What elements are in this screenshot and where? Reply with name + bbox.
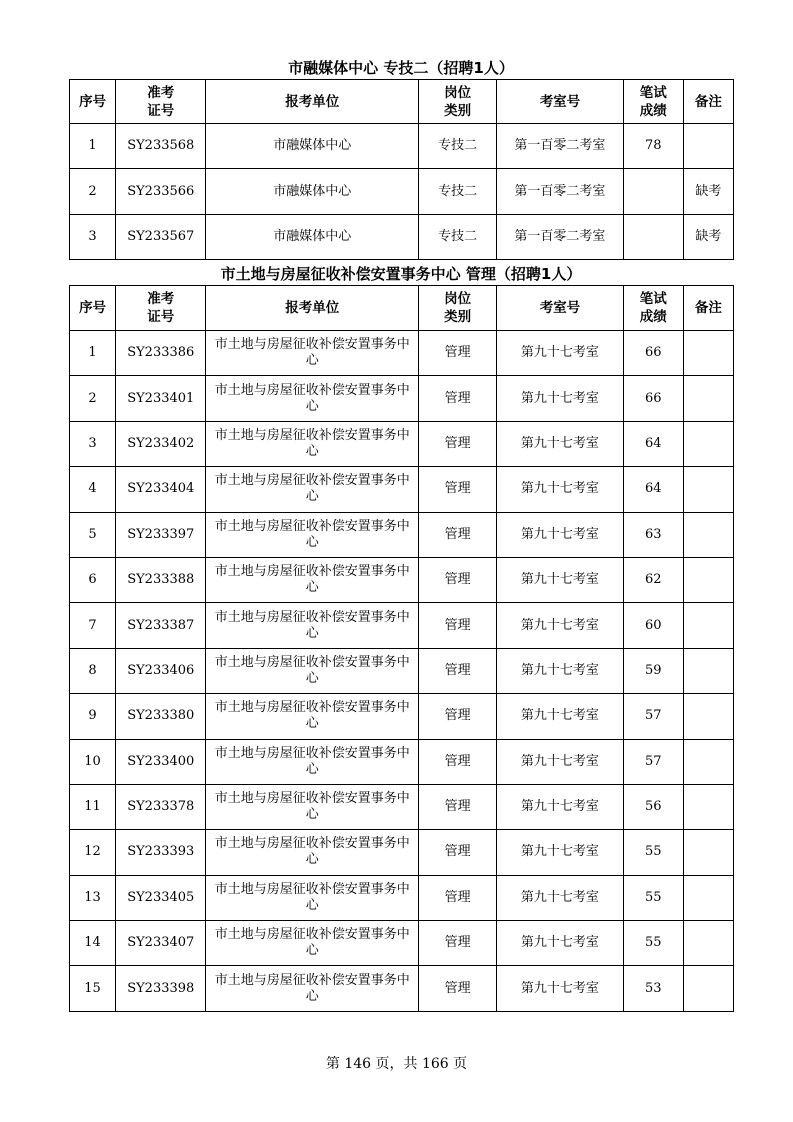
cell-note bbox=[683, 648, 733, 693]
header-note: 备注 bbox=[683, 80, 733, 124]
results-table bbox=[69, 79, 734, 260]
cell-exam-room: 第九十七考室 bbox=[497, 739, 623, 784]
cell-exam-room: 第九十七考室 bbox=[497, 648, 623, 693]
cell-exam-room: 第九十七考室 bbox=[497, 603, 623, 648]
cell-score: 55 bbox=[623, 921, 683, 966]
cell-exam-room: 第九十七考室 bbox=[497, 921, 623, 966]
cell-post-type: 专技二 bbox=[419, 214, 497, 259]
cell-exam-id: SY233388 bbox=[116, 557, 206, 602]
cell-note bbox=[683, 603, 733, 648]
header-room: 考室号 bbox=[497, 286, 623, 331]
header-score-line1: 笔试 bbox=[639, 291, 667, 307]
cell-exam-id: SY233567 bbox=[116, 214, 206, 259]
cell-seq: 2 bbox=[70, 169, 116, 214]
cell-exam-id: SY233568 bbox=[116, 124, 206, 169]
cell-score: 53 bbox=[623, 966, 683, 1011]
cell-score bbox=[623, 169, 683, 214]
cell-exam-room: 第九十七考室 bbox=[497, 784, 623, 829]
cell-score: 66 bbox=[623, 376, 683, 421]
cell-exam-room: 第九十七考室 bbox=[497, 966, 623, 1011]
header-id bbox=[116, 80, 206, 124]
cell-post-type: 管理 bbox=[419, 739, 497, 784]
cell-seq: 2 bbox=[70, 376, 116, 421]
cell-score: 56 bbox=[623, 784, 683, 829]
cell-exam-id: SY233402 bbox=[116, 421, 206, 466]
table-row bbox=[70, 124, 734, 169]
cell-note bbox=[683, 557, 733, 602]
cell-unit: 市土地与房屋征收补偿安置事务中心 bbox=[206, 830, 419, 875]
cell-post-type: 管理 bbox=[419, 784, 497, 829]
cell-post-type: 管理 bbox=[419, 421, 497, 466]
cell-unit: 市土地与房屋征收补偿安置事务中心 bbox=[206, 512, 419, 557]
table-row bbox=[70, 603, 734, 648]
cell-seq: 1 bbox=[70, 124, 116, 169]
cell-note bbox=[683, 784, 733, 829]
header-room: 考室号 bbox=[497, 80, 623, 124]
table-row bbox=[70, 376, 734, 421]
cell-exam-id: SY233393 bbox=[116, 830, 206, 875]
cell-exam-id: SY233398 bbox=[116, 966, 206, 1011]
cell-seq: 7 bbox=[70, 603, 116, 648]
table-row bbox=[70, 512, 734, 557]
header-score bbox=[623, 80, 683, 124]
cell-seq: 5 bbox=[70, 512, 116, 557]
section-title: 市融媒体中心 专技二（招聘1人） bbox=[288, 59, 514, 77]
cell-exam-room: 第九十七考室 bbox=[497, 421, 623, 466]
cell-note: 缺考 bbox=[683, 169, 733, 214]
header-row bbox=[70, 286, 734, 331]
header-id-line1: 准考 bbox=[147, 291, 175, 307]
cell-score: 59 bbox=[623, 648, 683, 693]
cell-note bbox=[683, 512, 733, 557]
cell-seq: 15 bbox=[70, 966, 116, 1011]
cell-score: 57 bbox=[623, 694, 683, 739]
cell-post-type: 管理 bbox=[419, 875, 497, 920]
table-row bbox=[70, 784, 734, 829]
cell-exam-room: 第九十七考室 bbox=[497, 467, 623, 512]
cell-exam-room: 第九十七考室 bbox=[497, 331, 623, 376]
table-row bbox=[70, 739, 734, 784]
cell-note bbox=[683, 921, 733, 966]
cell-exam-room: 第九十七考室 bbox=[497, 512, 623, 557]
table-row bbox=[70, 421, 734, 466]
cell-exam-id: SY233405 bbox=[116, 875, 206, 920]
cell-unit: 市融媒体中心 bbox=[206, 124, 419, 169]
table-row bbox=[70, 214, 734, 259]
cell-seq: 13 bbox=[70, 875, 116, 920]
cell-unit: 市土地与房屋征收补偿安置事务中心 bbox=[206, 376, 419, 421]
cell-exam-id: SY233406 bbox=[116, 648, 206, 693]
cell-post-type: 专技二 bbox=[419, 169, 497, 214]
header-note: 备注 bbox=[683, 286, 733, 331]
cell-exam-room: 第一百零二考室 bbox=[497, 214, 623, 259]
cell-exam-room: 第一百零二考室 bbox=[497, 169, 623, 214]
cell-seq: 8 bbox=[70, 648, 116, 693]
cell-post-type: 管理 bbox=[419, 331, 497, 376]
cell-post-type: 管理 bbox=[419, 603, 497, 648]
cell-seq: 6 bbox=[70, 557, 116, 602]
cell-post-type: 管理 bbox=[419, 557, 497, 602]
cell-exam-id: SY233387 bbox=[116, 603, 206, 648]
section-title: 市土地与房屋征收补偿安置事务中心 管理（招聘1人） bbox=[220, 265, 582, 283]
cell-exam-room: 第九十七考室 bbox=[497, 694, 623, 739]
cell-exam-room: 第九十七考室 bbox=[497, 875, 623, 920]
cell-score: 64 bbox=[623, 421, 683, 466]
table-row bbox=[70, 921, 734, 966]
cell-exam-id: SY233400 bbox=[116, 739, 206, 784]
cell-post-type: 管理 bbox=[419, 694, 497, 739]
header-score-line1: 笔试 bbox=[639, 84, 667, 101]
cell-note: 缺考 bbox=[683, 214, 733, 259]
cell-seq: 12 bbox=[70, 830, 116, 875]
cell-score: 78 bbox=[623, 124, 683, 169]
cell-unit: 市土地与房屋征收补偿安置事务中心 bbox=[206, 966, 419, 1011]
cell-score: 55 bbox=[623, 875, 683, 920]
cell-unit: 市土地与房屋征收补偿安置事务中心 bbox=[206, 921, 419, 966]
table-row bbox=[70, 557, 734, 602]
header-type-line2: 类别 bbox=[444, 309, 472, 325]
page-number: 第 146 页，共 166 页 bbox=[325, 1056, 468, 1072]
cell-post-type: 管理 bbox=[419, 376, 497, 421]
cell-unit: 市融媒体中心 bbox=[206, 169, 419, 214]
header-score-line2: 成绩 bbox=[639, 309, 667, 325]
cell-note bbox=[683, 830, 733, 875]
cell-exam-id: SY233404 bbox=[116, 467, 206, 512]
cell-note bbox=[683, 739, 733, 784]
header-type-line1: 岗位 bbox=[444, 291, 472, 307]
table-row bbox=[70, 331, 734, 376]
cell-seq: 1 bbox=[70, 331, 116, 376]
cell-note bbox=[683, 875, 733, 920]
header-score bbox=[623, 286, 683, 331]
cell-post-type: 管理 bbox=[419, 648, 497, 693]
cell-exam-room: 第九十七考室 bbox=[497, 376, 623, 421]
cell-score: 66 bbox=[623, 331, 683, 376]
cell-exam-id: SY233407 bbox=[116, 921, 206, 966]
table-row bbox=[70, 830, 734, 875]
table-row bbox=[70, 169, 734, 214]
cell-note bbox=[683, 694, 733, 739]
cell-note bbox=[683, 124, 733, 169]
header-type bbox=[419, 80, 497, 124]
cell-exam-id: SY233401 bbox=[116, 376, 206, 421]
header-type-line1: 岗位 bbox=[444, 84, 472, 101]
cell-unit: 市土地与房屋征收补偿安置事务中心 bbox=[206, 739, 419, 784]
cell-score: 60 bbox=[623, 603, 683, 648]
table-row bbox=[70, 467, 734, 512]
cell-unit: 市土地与房屋征收补偿安置事务中心 bbox=[206, 875, 419, 920]
cell-note bbox=[683, 331, 733, 376]
cell-unit: 市土地与房屋征收补偿安置事务中心 bbox=[206, 784, 419, 829]
header-id-line2: 证号 bbox=[147, 309, 175, 325]
cell-unit: 市土地与房屋征收补偿安置事务中心 bbox=[206, 467, 419, 512]
cell-seq: 3 bbox=[70, 214, 116, 259]
table-row bbox=[70, 694, 734, 739]
cell-unit: 市融媒体中心 bbox=[206, 214, 419, 259]
header-type bbox=[419, 286, 497, 331]
cell-post-type: 专技二 bbox=[419, 124, 497, 169]
cell-unit: 市土地与房屋征收补偿安置事务中心 bbox=[206, 331, 419, 376]
header-unit: 报考单位 bbox=[206, 80, 419, 124]
cell-unit: 市土地与房屋征收补偿安置事务中心 bbox=[206, 603, 419, 648]
cell-post-type: 管理 bbox=[419, 467, 497, 512]
cell-post-type: 管理 bbox=[419, 512, 497, 557]
cell-exam-id: SY233386 bbox=[116, 331, 206, 376]
cell-note bbox=[683, 467, 733, 512]
cell-exam-id: SY233566 bbox=[116, 169, 206, 214]
table-row bbox=[70, 966, 734, 1011]
cell-score: 64 bbox=[623, 467, 683, 512]
header-id-line1: 准考 bbox=[147, 84, 175, 101]
cell-note bbox=[683, 421, 733, 466]
cell-seq: 14 bbox=[70, 921, 116, 966]
header-score-line2: 成绩 bbox=[639, 102, 667, 119]
cell-post-type: 管理 bbox=[419, 830, 497, 875]
cell-seq: 3 bbox=[70, 421, 116, 466]
cell-seq: 9 bbox=[70, 694, 116, 739]
header-type-line2: 类别 bbox=[444, 102, 472, 119]
cell-score: 55 bbox=[623, 830, 683, 875]
cell-unit: 市土地与房屋征收补偿安置事务中心 bbox=[206, 648, 419, 693]
cell-exam-id: SY233380 bbox=[116, 694, 206, 739]
cell-seq: 11 bbox=[70, 784, 116, 829]
cell-seq: 4 bbox=[70, 467, 116, 512]
cell-score: 62 bbox=[623, 557, 683, 602]
cell-exam-id: SY233378 bbox=[116, 784, 206, 829]
cell-unit: 市土地与房屋征收补偿安置事务中心 bbox=[206, 557, 419, 602]
cell-exam-room: 第九十七考室 bbox=[497, 557, 623, 602]
cell-post-type: 管理 bbox=[419, 966, 497, 1011]
cell-seq: 10 bbox=[70, 739, 116, 784]
header-row bbox=[70, 80, 734, 124]
table-row bbox=[70, 648, 734, 693]
header-seq: 序号 bbox=[70, 80, 116, 124]
cell-score: 57 bbox=[623, 739, 683, 784]
cell-note bbox=[683, 376, 733, 421]
cell-exam-room: 第一百零二考室 bbox=[497, 124, 623, 169]
cell-post-type: 管理 bbox=[419, 921, 497, 966]
header-id bbox=[116, 286, 206, 331]
cell-exam-room: 第九十七考室 bbox=[497, 830, 623, 875]
cell-note bbox=[683, 966, 733, 1011]
cell-exam-id: SY233397 bbox=[116, 512, 206, 557]
cell-score bbox=[623, 214, 683, 259]
cell-unit: 市土地与房屋征收补偿安置事务中心 bbox=[206, 694, 419, 739]
header-seq: 序号 bbox=[70, 286, 116, 331]
cell-score: 63 bbox=[623, 512, 683, 557]
header-unit: 报考单位 bbox=[206, 286, 419, 331]
cell-unit: 市土地与房屋征收补偿安置事务中心 bbox=[206, 421, 419, 466]
header-id-line2: 证号 bbox=[147, 102, 175, 119]
table-row bbox=[70, 875, 734, 920]
results-table bbox=[69, 285, 734, 1012]
